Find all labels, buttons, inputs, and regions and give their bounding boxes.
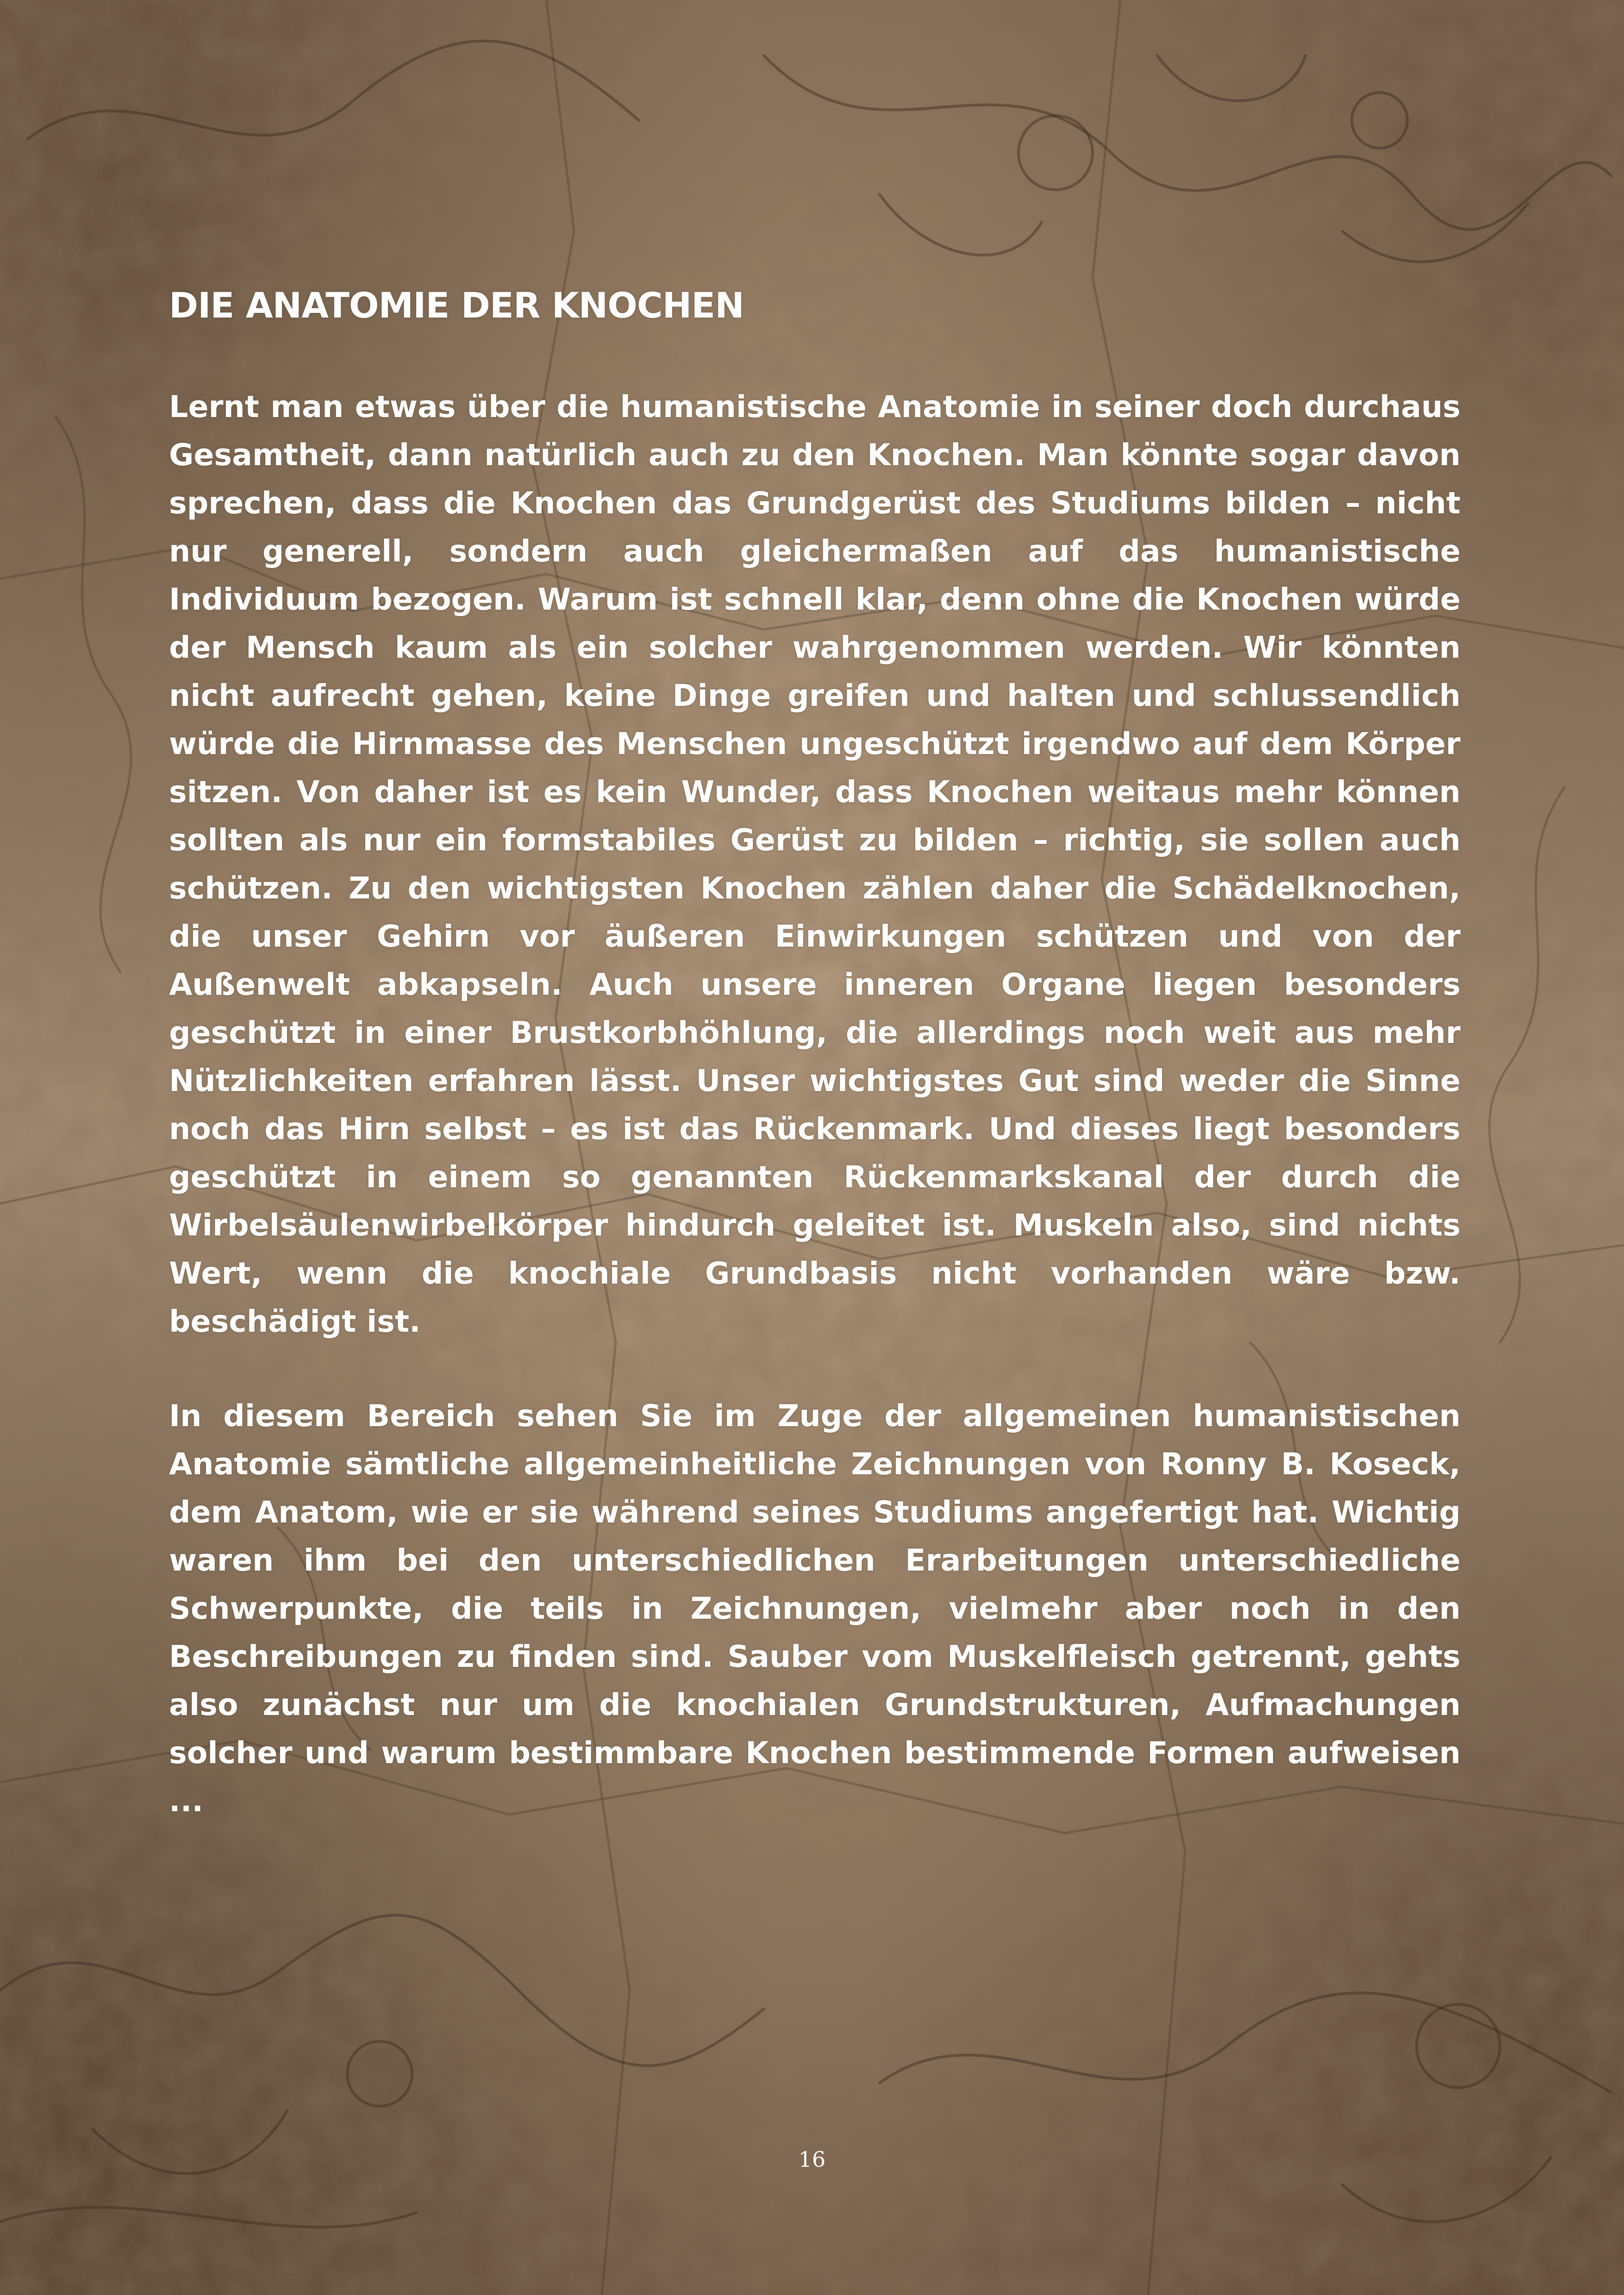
article <box>169 282 1461 1872</box>
article-title: DIE ANATOMIE DER KNOCHEN <box>169 285 744 326</box>
page-number: 16 <box>798 2147 826 2172</box>
body-paragraph-2: In diesem Bereich sehen Sie im Zuge der allgemeinen humanistischen Anatomie sämtliche allgemeinheitliche Zeichnungen von Ronny B. Koseck, dem Anatom, wie er sie während seines Studiums angefertigt hat. Wichtig waren ihm bei den unterschiedlichen Erarbeitungen unterschiedliche Schwerpunkte, die teils in Zeichnungen, vielmehr aber noch in den Beschreibungen zu finden sind. Sauber vom Muskelfleisch getrennt, gehts also zunächst nur um die knochialen Grundstrukturen, Aufmachungen solcher und warum bestimmbare Knochen bestimmende Formen aufweisen ... <box>169 1399 1461 1819</box>
body-paragraph-1: Lernt man etwas über die humanistische Anatomie in seiner doch durchaus Gesamtheit, dann natürlich auch zu den Knochen. Man könnte sogar davon sprechen, dass die Knochen das Grundgerüst des Studiums bilden – nicht nur generell, sondern auch gleichermaßen auf das humanistische Individuum bezogen. Warum ist schnell klar, denn ohne die Knochen würde der Mensch kaum als ein solcher wahrgenommen werden. Wir könnten nicht aufrecht gehen, keine Dinge greifen und halten und schlussendlich würde die Hirnmasse des Menschen ungeschützt irgendwo auf dem Körper sitzen. Von daher ist es kein Wunder, dass Knochen weitaus mehr können sollten als nur ein formstabiles Gerüst zu bilden – richtig, sie sollen auch schützen. Zu den wichtigsten Knochen zählen daher die Schädelknochen, die unser Gehirn vor äußeren Einwirkungen schützen und von der Außenwelt abkapseln. Auch unsere inneren Organe liegen besonders geschützt in einer Brustkorbhöhlung, die allerdings noch weit aus mehr Nützlichkeiten erfahren lässt. Unser wichtigstes Gut sind weder die Sinne noch das Hirn selbst – es ist das Rückenmark. Und dieses liegt besonders geschützt in einem so genannten Rückenmarkskanal der durch die Wirbelsäulenwirbelkörper hindurch geleitet ist. Muskeln also, sind nichts Wert, wenn die knochiale Grundbasis nicht vorhanden wäre bzw. beschädigt ist. <box>169 390 1461 1339</box>
